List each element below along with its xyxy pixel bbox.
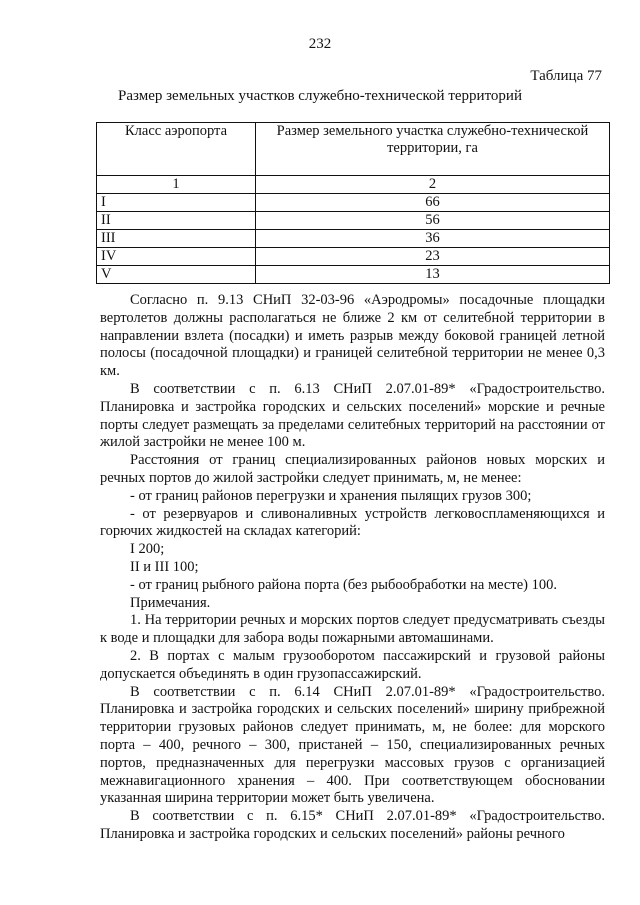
table-header-row [97, 123, 610, 176]
table-cell-class: V [97, 266, 256, 284]
table-row [97, 194, 610, 212]
table-cell-size: 56 [256, 212, 610, 230]
table-cell-class: III [97, 230, 256, 248]
list-item: - от границ районов перегрузки и хранения пылящих грузов 300; [130, 487, 532, 504]
list-item: - от границ рыбного района порта (без рыбообработки на месте) 100. [130, 576, 557, 593]
page-number: 232 [308, 36, 332, 52]
table-cell-class: IV [97, 248, 256, 266]
list-item: I 200; [130, 541, 165, 558]
table-header-size: Размер земельного участка служебно-технической территории, га [256, 123, 610, 176]
table-cell-class: I [97, 194, 256, 212]
paragraph: Расстояния от границ специализированных районов новых морских и речных портов до жилой застройки следует принимать, м, не менее: [100, 452, 605, 486]
paragraph: Согласно п. 9.13 СНиП 32-03-96 «Аэродромы» посадочные площадки вертолетов должны располагаться не ближе 2 км от селитебной территории в направлении взлета (посадки) и иметь разрыв между боковой границей летной полосы (посадочной площадки) и границей селитебной территории не менее 0,3 км. [100, 292, 605, 380]
table-cell-size: 36 [256, 230, 610, 248]
table-row [97, 248, 610, 266]
table-index-cell: 1 [97, 176, 256, 194]
table-row [97, 266, 610, 284]
note-item: 1. На территории речных и морских портов следует предусматривать съезды к воде и площадки для забора воды пожарными автомашинами. [100, 612, 605, 647]
table-header-class: Класс аэропорта [97, 123, 256, 176]
table-row [97, 230, 610, 248]
table-row [97, 212, 610, 230]
table-index-cell: 2 [256, 176, 610, 194]
list-item: II и III 100; [130, 558, 199, 575]
table-cell-size: 66 [256, 194, 610, 212]
notes-heading: Примечания. [130, 594, 211, 611]
paragraph: В соответствии с п. 6.15* СНиП 2.07.01-89* «Градостроительство. Планировка и застройка городских и сельских поселений» районы речного [100, 808, 605, 842]
table-cell-size: 23 [256, 248, 610, 266]
list-item: - от резервуаров и сливоналивных устройств легковоспламеняющихся и горючих жидкостей на складах категорий: [100, 505, 605, 540]
table-title: Размер земельных участков служебно-технической территорий [118, 88, 522, 104]
table-cell-size: 13 [256, 266, 610, 284]
note-item: 2. В портах с малым грузооборотом пассажирский и грузовой районы допускается объединять в один грузопассажирский. [100, 647, 605, 682]
table-index-row [97, 176, 610, 194]
table-cell-class: II [97, 212, 256, 230]
airport-land-table [96, 122, 610, 284]
paragraph: В соответствии с п. 6.14 СНиП 2.07.01-89* «Градостроительство. Планировка и застройка городских и сельских поселений» ширину прибрежной территории грузовых районов следует принимать, м, не более: для морского порта – 400, речного – 300, пристаней – 150, специализированных речных портов, предназначенных для перегрузки массовых грузов с организацией межнавигационного хранения – 400. При соответствующем обосновании указанная ширина территории может быть увеличена. [100, 683, 605, 807]
table-label: Таблица 77 [530, 68, 602, 84]
body-text [100, 292, 605, 844]
paragraph: В соответствии с п. 6.13 СНиП 2.07.01-89* «Градостроительство. Планировка и застройка городских и сельских поселений» морские и речные порты следует размещать за пределами селитебных территорий на расстоянии от жилой застройки не менее 100 м. [100, 380, 605, 451]
